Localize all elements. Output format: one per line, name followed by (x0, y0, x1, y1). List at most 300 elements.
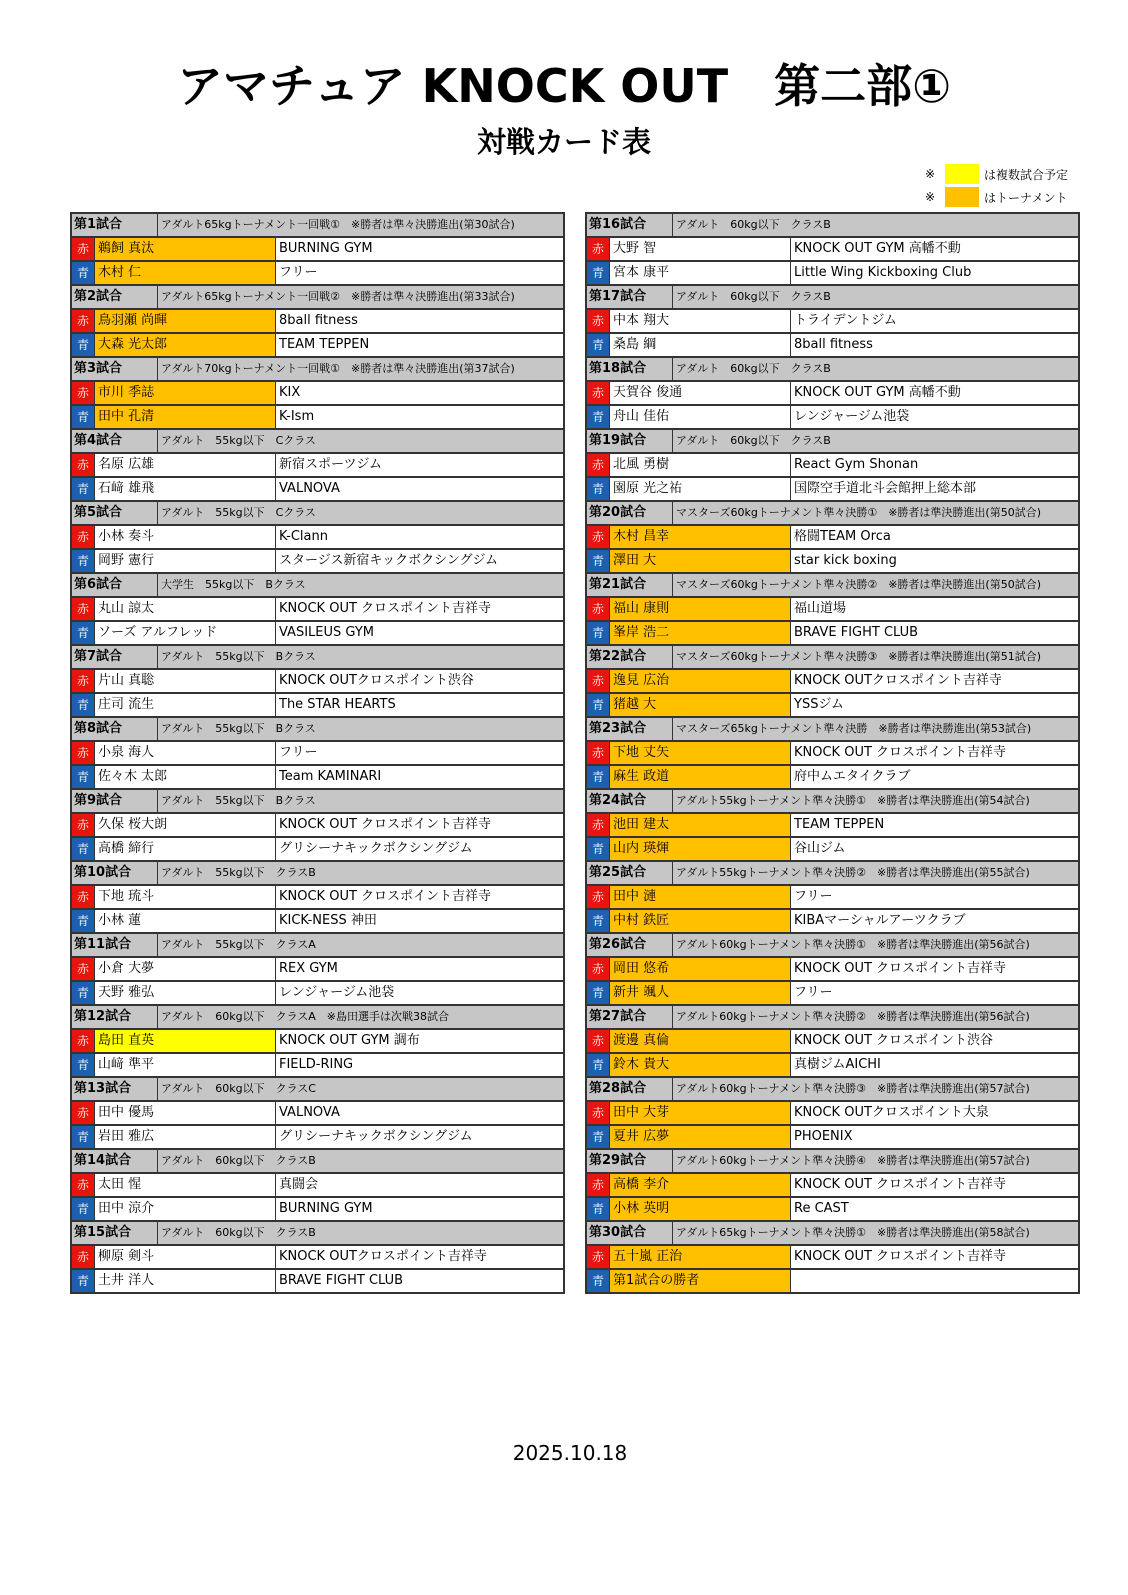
fighter-name: 高橋 締行 (95, 838, 276, 860)
fighter-name: 木村 仁 (95, 262, 276, 284)
fighter-gym: KNOCK OUT GYM 高幡不動 (794, 241, 961, 256)
fighter-name: 舟山 佳佑 (610, 406, 791, 428)
match-info: アダルト 60kg以下 クラスB (676, 290, 831, 303)
blue-corner-label: 青 (587, 1270, 610, 1292)
blue-corner-row (587, 478, 1078, 502)
match-info: アダルト 60kg以下 クラスB (161, 1154, 316, 1167)
fighter-name: 下地 丈矢 (610, 742, 791, 764)
match-block (587, 1006, 1078, 1078)
red-corner-label: 赤 (587, 454, 610, 476)
fighter-gym: Little Wing Kickboxing Club (794, 265, 972, 280)
fighter-name: 土井 洋人 (95, 1270, 276, 1292)
match-header (587, 214, 1078, 238)
red-corner-row (72, 382, 563, 406)
match-info: アダルト 60kg以下 クラスB (676, 362, 831, 375)
match-info: アダルト 60kg以下 クラスB (676, 434, 831, 447)
fighter-gym: グリシーナキックボクシングジム (279, 1129, 473, 1144)
match-header (587, 502, 1078, 526)
match-header (587, 430, 1078, 454)
match-block (72, 790, 563, 862)
match-header (72, 358, 563, 382)
fighter-gym: TEAM TEPPEN (794, 817, 885, 832)
match-number: 第21試合 (587, 574, 673, 596)
blue-corner-label: 青 (72, 982, 95, 1004)
red-corner-label: 赤 (72, 958, 95, 980)
fighter-name: 木村 昌幸 (610, 526, 791, 548)
fighter-gym: star kick boxing (794, 553, 897, 568)
red-corner-row (587, 1174, 1078, 1198)
match-header (587, 574, 1078, 598)
fighter-gym: React Gym Shonan (794, 457, 919, 472)
match-number: 第1試合 (72, 214, 158, 236)
red-corner-row (587, 742, 1078, 766)
match-info: アダルト60kgトーナメント準々決勝③ ※勝者は準決勝進出(第57試合) (676, 1082, 1030, 1095)
match-block (587, 214, 1078, 286)
fighter-gym: フリー (794, 985, 833, 1000)
fighter-gym: フリー (794, 889, 833, 904)
fighter-gym: 国際空手道北斗会館押上総本部 (794, 481, 977, 496)
blue-corner-label: 青 (72, 550, 95, 572)
red-corner-label: 赤 (72, 886, 95, 908)
blue-corner-row (587, 838, 1078, 862)
fighter-name: 渡邊 真倫 (610, 1030, 791, 1052)
red-corner-label: 赤 (587, 742, 610, 764)
fighter-name: 久保 桜大朗 (95, 814, 276, 836)
match-number: 第4試合 (72, 430, 158, 452)
fighter-gym: トライデントジム (794, 313, 897, 328)
red-corner-row (587, 310, 1078, 334)
blue-corner-label: 青 (587, 406, 610, 428)
match-header (72, 502, 563, 526)
match-info: マスターズ60kgトーナメント準々決勝② ※勝者は準決勝進出(第50試合) (676, 578, 1042, 591)
match-number: 第7試合 (72, 646, 158, 668)
match-info: アダルト 60kg以下 クラスB (161, 1226, 316, 1239)
match-info: アダルト 60kg以下 クラスA ※島田選手は次戦38試合 (161, 1010, 449, 1023)
match-number: 第23試合 (587, 718, 673, 740)
match-header (587, 718, 1078, 742)
red-corner-label: 赤 (72, 454, 95, 476)
blue-corner-row (587, 910, 1078, 934)
red-corner-row (587, 238, 1078, 262)
fighter-gym: KNOCK OUT GYM 高幡不動 (794, 385, 961, 400)
fighter-name: 下地 琉斗 (95, 886, 276, 908)
match-number: 第11試合 (72, 934, 158, 956)
blue-corner-row (72, 478, 563, 502)
red-corner-row (72, 526, 563, 550)
fighter-gym: 谷山ジム (794, 841, 846, 856)
match-number: 第19試合 (587, 430, 673, 452)
fighter-name: 天賀谷 俊通 (610, 382, 791, 404)
match-info: アダルト 60kg以下 クラスB (676, 218, 831, 231)
fighter-gym: KNOCK OUT クロスポイント吉祥寺 (794, 961, 1007, 976)
blue-corner-row (587, 334, 1078, 358)
match-info: アダルト65kgトーナメント一回戦① ※勝者は準々決勝進出(第30試合) (161, 218, 515, 231)
match-number: 第27試合 (587, 1006, 673, 1028)
fighter-gym: BURNING GYM (279, 241, 373, 256)
fighter-name: 田中 漣 (610, 886, 791, 908)
blue-corner-label: 青 (587, 550, 610, 572)
fighter-name: 園原 光之祐 (610, 478, 791, 500)
match-block (587, 1222, 1078, 1294)
match-block (72, 430, 563, 502)
match-info: アダルト60kgトーナメント準々決勝④ ※勝者は準決勝進出(第57試合) (676, 1154, 1030, 1167)
match-block (72, 358, 563, 430)
blue-corner-row (587, 1198, 1078, 1222)
match-info: アダルト 55kg以下 Cクラス (161, 506, 316, 519)
fighter-gym: KNOCK OUT クロスポイント吉祥寺 (279, 817, 492, 832)
match-number: 第24試合 (587, 790, 673, 812)
match-block (587, 646, 1078, 718)
fighter-gym: K-Clann (279, 529, 328, 544)
match-header (587, 790, 1078, 814)
fighter-gym: PHOENIX (794, 1129, 853, 1144)
event-date: 2025.10.18 (512, 1441, 628, 1465)
match-number: 第18試合 (587, 358, 673, 380)
match-info: アダルト60kgトーナメント準々決勝① ※勝者は準決勝進出(第56試合) (676, 938, 1030, 951)
fighter-gym: KNOCK OUTクロスポイント大泉 (794, 1105, 989, 1120)
blue-corner-row (587, 766, 1078, 790)
blue-corner-row (587, 1054, 1078, 1078)
fighter-name: 鳥羽瀬 尚暉 (95, 310, 276, 332)
fighter-name: 田中 優馬 (95, 1102, 276, 1124)
blue-corner-label: 青 (72, 1198, 95, 1220)
blue-corner-row (72, 1126, 563, 1150)
match-header (72, 1222, 563, 1246)
blue-corner-row (587, 1126, 1078, 1150)
match-header (72, 1150, 563, 1174)
red-corner-row (72, 598, 563, 622)
fighter-name: 夏井 広夢 (610, 1126, 791, 1148)
blue-corner-row (72, 982, 563, 1006)
match-header (587, 646, 1078, 670)
red-corner-label: 赤 (587, 310, 610, 332)
fighter-gym: The STAR HEARTS (279, 697, 396, 712)
fighter-gym: KICK-NESS 神田 (279, 913, 377, 928)
fighter-gym: 新宿スポーツジム (279, 457, 382, 472)
match-number: 第10試合 (72, 862, 158, 884)
red-corner-label: 赤 (587, 814, 610, 836)
fighter-name: 宮本 康平 (610, 262, 791, 284)
legend-swatch-orange (945, 187, 979, 207)
match-number: 第25試合 (587, 862, 673, 884)
match-block (72, 1078, 563, 1150)
fighter-name: 小林 蓮 (95, 910, 276, 932)
red-corner-label: 赤 (72, 238, 95, 260)
fighter-gym: KNOCK OUT クロスポイント吉祥寺 (794, 1249, 1007, 1264)
match-block (587, 1078, 1078, 1150)
blue-corner-label: 青 (72, 262, 95, 284)
fighter-name: 庄司 流生 (95, 694, 276, 716)
match-info: アダルト 55kg以下 クラスB (161, 866, 316, 879)
blue-corner-row (587, 1270, 1078, 1294)
fighter-name: 山内 瑛煇 (610, 838, 791, 860)
match-header (72, 286, 563, 310)
fighter-gym: VALNOVA (279, 1105, 340, 1120)
match-block (72, 718, 563, 790)
red-corner-row (587, 526, 1078, 550)
red-corner-label: 赤 (587, 1102, 610, 1124)
blue-corner-row (72, 550, 563, 574)
match-info: アダルト 55kg以下 Bクラス (161, 650, 316, 663)
red-corner-label: 赤 (72, 814, 95, 836)
red-corner-row (72, 742, 563, 766)
match-block (72, 574, 563, 646)
red-corner-row (72, 814, 563, 838)
blue-corner-label: 青 (72, 766, 95, 788)
red-corner-label: 赤 (587, 1246, 610, 1268)
fighter-name: 小林 英明 (610, 1198, 791, 1220)
blue-corner-label: 青 (587, 910, 610, 932)
match-block (72, 286, 563, 358)
match-number: 第22試合 (587, 646, 673, 668)
blue-corner-row (72, 910, 563, 934)
match-block (587, 1150, 1078, 1222)
match-block (587, 862, 1078, 934)
match-number: 第29試合 (587, 1150, 673, 1172)
red-corner-label: 赤 (72, 310, 95, 332)
fighter-gym: BURNING GYM (279, 1201, 373, 1216)
fighter-gym: REX GYM (279, 961, 338, 976)
red-corner-row (587, 1102, 1078, 1126)
red-corner-label: 赤 (72, 670, 95, 692)
match-block (587, 790, 1078, 862)
red-corner-label: 赤 (587, 238, 610, 260)
fighter-name: 澤田 大 (610, 550, 791, 572)
fighter-gym: BRAVE FIGHT CLUB (794, 625, 919, 640)
blue-corner-row (587, 550, 1078, 574)
fighter-gym: KNOCK OUTクロスポイント吉祥寺 (279, 1249, 487, 1264)
legend-tournament (925, 187, 1068, 207)
blue-corner-label: 青 (587, 1126, 610, 1148)
red-corner-label: 赤 (72, 1246, 95, 1268)
match-header (587, 934, 1078, 958)
left-match-table (70, 212, 565, 1294)
match-number: 第13試合 (72, 1078, 158, 1100)
fighter-gym: KNOCK OUTクロスポイント吉祥寺 (794, 673, 1002, 688)
match-number: 第3試合 (72, 358, 158, 380)
red-corner-label: 赤 (587, 958, 610, 980)
page-subtitle: 対戦カード表 (476, 125, 651, 159)
match-header (587, 286, 1078, 310)
red-corner-row (587, 382, 1078, 406)
blue-corner-label: 青 (72, 910, 95, 932)
legend-mark: ※ (925, 167, 936, 181)
fighter-gym: KNOCK OUTクロスポイント渋谷 (279, 673, 474, 688)
blue-corner-row (72, 1198, 563, 1222)
legend-multiple (925, 164, 1068, 184)
fighter-name: 池田 建太 (610, 814, 791, 836)
match-info: マスターズ60kgトーナメント準々決勝③ ※勝者は準決勝進出(第51試合) (676, 650, 1042, 663)
match-block (72, 646, 563, 718)
fighter-name: 高橋 李介 (610, 1174, 791, 1196)
fighter-name: 田中 大芽 (610, 1102, 791, 1124)
match-header (72, 1006, 563, 1030)
fighter-name: 鵜飼 真汰 (95, 238, 276, 260)
fighter-gym: TEAM TEPPEN (279, 337, 370, 352)
blue-corner-label: 青 (587, 334, 610, 356)
fighter-gym: 8ball fitness (279, 313, 358, 328)
blue-corner-row (72, 766, 563, 790)
match-block (587, 430, 1078, 502)
blue-corner-label: 青 (587, 478, 610, 500)
match-number: 第5試合 (72, 502, 158, 524)
match-block (72, 862, 563, 934)
match-number: 第14試合 (72, 1150, 158, 1172)
fighter-name: 小倉 大夢 (95, 958, 276, 980)
blue-corner-row (72, 1054, 563, 1078)
fighter-gym: FIELD-RING (279, 1057, 354, 1072)
fighter-name: 佐々木 太郎 (95, 766, 276, 788)
red-corner-label: 赤 (72, 1030, 95, 1052)
fighter-name: 太田 惺 (95, 1174, 276, 1196)
match-block (587, 286, 1078, 358)
blue-corner-label: 青 (72, 1054, 95, 1076)
fighter-name: 五十嵐 正治 (610, 1246, 791, 1268)
legend-text: は複数試合予定 (984, 167, 1069, 182)
match-info: アダルト60kgトーナメント準々決勝② ※勝者は準決勝進出(第56試合) (676, 1010, 1030, 1023)
match-header (72, 646, 563, 670)
legend-swatch-yellow (945, 164, 979, 184)
match-header (587, 862, 1078, 886)
fighter-name: 中村 鉄匠 (610, 910, 791, 932)
fighter-name: ソーズ アルフレッド (95, 622, 276, 644)
red-corner-row (587, 1246, 1078, 1270)
red-corner-label: 赤 (587, 598, 610, 620)
match-info: アダルト 55kg以下 Cクラス (161, 434, 316, 447)
red-corner-row (72, 310, 563, 334)
blue-corner-label: 青 (587, 766, 610, 788)
match-header (72, 934, 563, 958)
fighter-name: 大野 智 (610, 238, 791, 260)
blue-corner-label: 青 (72, 478, 95, 500)
fighter-name: 北風 勇樹 (610, 454, 791, 476)
red-corner-label: 赤 (587, 1030, 610, 1052)
match-block (72, 502, 563, 574)
fighter-gym: KIX (279, 385, 301, 400)
match-info: アダルト65kgトーナメント一回戦② ※勝者は準々決勝進出(第33試合) (161, 290, 515, 303)
match-block (587, 718, 1078, 790)
red-corner-row (587, 1030, 1078, 1054)
blue-corner-row (587, 406, 1078, 430)
fighter-gym: フリー (279, 265, 318, 280)
match-block (587, 358, 1078, 430)
blue-corner-row (587, 262, 1078, 286)
fighter-gym: Re CAST (794, 1201, 849, 1216)
fighter-gym: フリー (279, 745, 318, 760)
fighter-name: 片山 真聡 (95, 670, 276, 692)
fighter-gym: KNOCK OUT GYM 調布 (279, 1033, 420, 1048)
match-number: 第17試合 (587, 286, 673, 308)
match-header (587, 1006, 1078, 1030)
fighter-name: 大森 光太郎 (95, 334, 276, 356)
blue-corner-row (587, 694, 1078, 718)
blue-corner-label: 青 (587, 1054, 610, 1076)
fighter-gym: KNOCK OUT クロスポイント吉祥寺 (794, 745, 1007, 760)
match-block (72, 1006, 563, 1078)
fighter-gym: 府中ムエタイクラブ (794, 769, 911, 784)
match-header (72, 718, 563, 742)
fighter-name: 田中 孔清 (95, 406, 276, 428)
fighter-name: 第1試合の勝者 (610, 1270, 791, 1292)
match-number: 第15試合 (72, 1222, 158, 1244)
match-info: アダルト55kgトーナメント準々決勝② ※勝者は準決勝進出(第55試合) (676, 866, 1030, 879)
legend-mark: ※ (925, 190, 936, 204)
fighter-name: 市川 季誌 (95, 382, 276, 404)
fighter-name: 桑島 綱 (610, 334, 791, 356)
fighter-gym: KNOCK OUT クロスポイント吉祥寺 (794, 1177, 1007, 1192)
blue-corner-label: 青 (72, 694, 95, 716)
match-block (72, 1222, 563, 1294)
fighter-name: 岡野 憲行 (95, 550, 276, 572)
red-corner-row (587, 598, 1078, 622)
blue-corner-row (72, 406, 563, 430)
blue-corner-row (72, 622, 563, 646)
red-corner-label: 赤 (587, 382, 610, 404)
match-header (587, 1222, 1078, 1246)
red-corner-label: 赤 (72, 526, 95, 548)
match-number: 第16試合 (587, 214, 673, 236)
blue-corner-label: 青 (587, 982, 610, 1004)
blue-corner-label: 青 (72, 622, 95, 644)
blue-corner-row (72, 262, 563, 286)
match-info: アダルト55kgトーナメント準々決勝① ※勝者は準決勝進出(第54試合) (676, 794, 1030, 807)
fighter-gym: 真闘会 (279, 1177, 319, 1192)
fighter-name: 小林 奏斗 (95, 526, 276, 548)
fighter-name: 岡田 悠希 (610, 958, 791, 980)
match-header (72, 430, 563, 454)
match-block (587, 502, 1078, 574)
fighter-name: 鈴木 貴大 (610, 1054, 791, 1076)
red-corner-row (587, 670, 1078, 694)
fighter-name: 天野 雅弘 (95, 982, 276, 1004)
blue-corner-label: 青 (587, 838, 610, 860)
red-corner-row (72, 454, 563, 478)
fighter-name: 柳原 剣斗 (95, 1246, 276, 1268)
fighter-gym: レンジャージム池袋 (279, 985, 395, 1000)
fighter-gym: KNOCK OUT クロスポイント吉祥寺 (279, 601, 492, 616)
fighter-name: 丸山 諒太 (95, 598, 276, 620)
blue-corner-row (72, 1270, 563, 1294)
red-corner-row (587, 454, 1078, 478)
blue-corner-row (72, 838, 563, 862)
blue-corner-label: 青 (587, 622, 610, 644)
blue-corner-label: 青 (72, 838, 95, 860)
blue-corner-row (587, 622, 1078, 646)
red-corner-label: 赤 (587, 526, 610, 548)
match-number: 第28試合 (587, 1078, 673, 1100)
match-number: 第20試合 (587, 502, 673, 524)
red-corner-row (587, 814, 1078, 838)
match-header (72, 1078, 563, 1102)
red-corner-label: 赤 (72, 742, 95, 764)
fighter-name: 麻生 政道 (610, 766, 791, 788)
blue-corner-row (72, 694, 563, 718)
blue-corner-label: 青 (587, 1198, 610, 1220)
match-block (587, 574, 1078, 646)
match-info: アダルト 55kg以下 Bクラス (161, 722, 316, 735)
fighter-name: 岩田 雅広 (95, 1126, 276, 1148)
fighter-name: 島田 直英 (95, 1030, 276, 1052)
match-number: 第12試合 (72, 1006, 158, 1028)
match-number: 第6試合 (72, 574, 158, 596)
red-corner-row (72, 238, 563, 262)
red-corner-row (72, 1102, 563, 1126)
fighter-name: 逸見 広治 (610, 670, 791, 692)
fighter-gym: YSSジム (794, 697, 844, 712)
match-number: 第8試合 (72, 718, 158, 740)
match-info: マスターズ65kgトーナメント準々決勝 ※勝者は準決勝進出(第53試合) (676, 722, 1032, 735)
red-corner-row (72, 886, 563, 910)
